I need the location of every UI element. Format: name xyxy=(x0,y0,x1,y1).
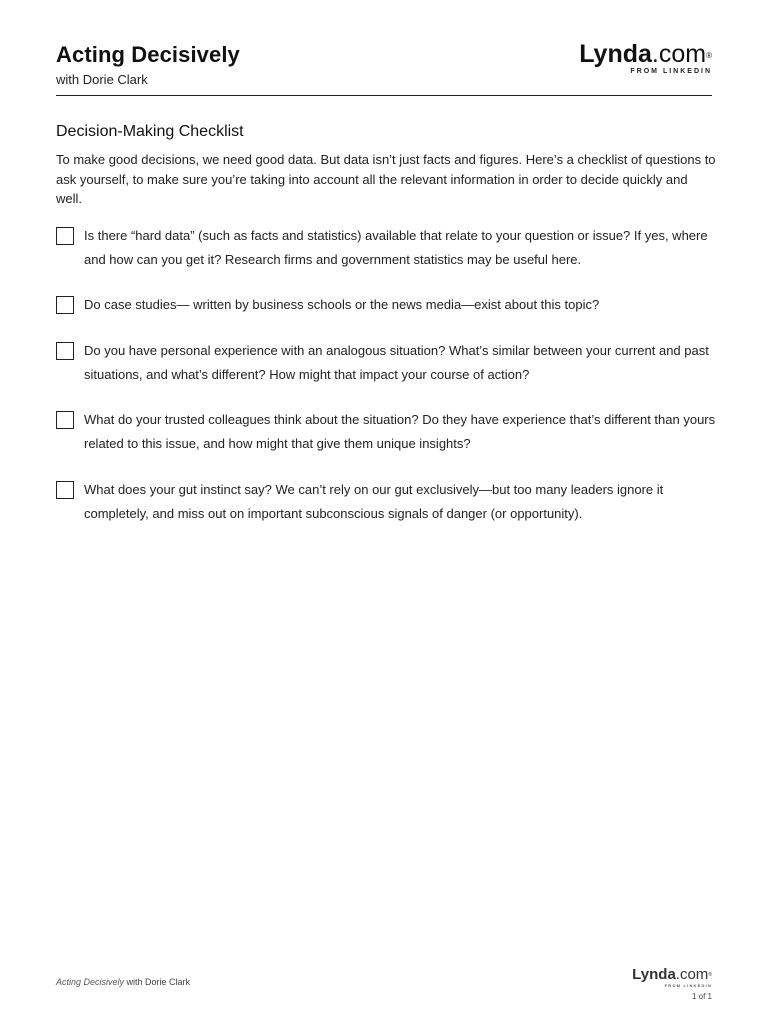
document-header xyxy=(56,40,712,96)
course-title: Acting Decisively xyxy=(56,42,240,67)
checklist-item-text: Do case studies— written by business schools or the news media—exist about this topic? xyxy=(84,297,600,312)
checkbox[interactable] xyxy=(56,227,74,245)
logo-tagline: FROM LINKEDIN xyxy=(630,68,712,75)
section-title: Decision-Making Checklist xyxy=(56,123,244,140)
checklist-item-text: What does your gut instinct say? We can’t rely on our gut exclusively—but too many leaders ignore it completely, and miss out on important subconscious signals of danger (or opportunity). xyxy=(84,482,664,521)
checkbox[interactable] xyxy=(56,481,74,499)
footer-logo-wordmark xyxy=(622,966,712,983)
checkbox[interactable] xyxy=(56,411,74,429)
lynda-logo xyxy=(572,40,712,80)
checklist-item-text: What do your trusted colleagues think about the situation? Do they have experience that’s different than yours related to this issue, and how might that give them unique insights? xyxy=(84,412,716,451)
footer-lynda-logo xyxy=(622,966,712,988)
footer-course-title: Acting Decisively xyxy=(56,977,125,987)
footer-logo-brand-light: .com xyxy=(675,966,709,983)
page-number: 1 of 1 xyxy=(691,992,712,1001)
course-author: with Dorie Clark xyxy=(56,72,148,87)
footer-course-credit xyxy=(56,977,190,987)
checklist-item-text: Do you have personal experience with an analogous situation? What’s similar between your current and past situations, and what’s different? How might that impact your course of action? xyxy=(84,343,709,382)
footer-logo-tagline: FROM LINKEDIN xyxy=(664,983,712,988)
footer-logo-brand-bold: Lynda xyxy=(632,966,676,983)
logo-registered-mark: ® xyxy=(706,51,712,60)
checkbox[interactable] xyxy=(56,342,74,360)
footer-course-author: with Dorie Clark xyxy=(124,977,191,987)
footer-logo-registered-mark: ® xyxy=(708,972,712,978)
checklist-item-text: Is there “hard data” (such as facts and statistics) available that relate to your question or issue? If yes, where and how can you get it? Research firms and government statistics may be useful here. xyxy=(84,228,708,267)
logo-brand-light: .com xyxy=(651,40,707,68)
intro-paragraph: To make good decisions, we need good data. But data isn’t just facts and figures. Here’s a checklist of questions to ask yourself, to make sure you’re taking into account all the relevant information in order to decide quickly and well. xyxy=(56,152,716,206)
logo-brand-bold: Lynda xyxy=(579,40,652,68)
logo-wordmark xyxy=(572,40,712,68)
checkbox[interactable] xyxy=(56,296,74,314)
